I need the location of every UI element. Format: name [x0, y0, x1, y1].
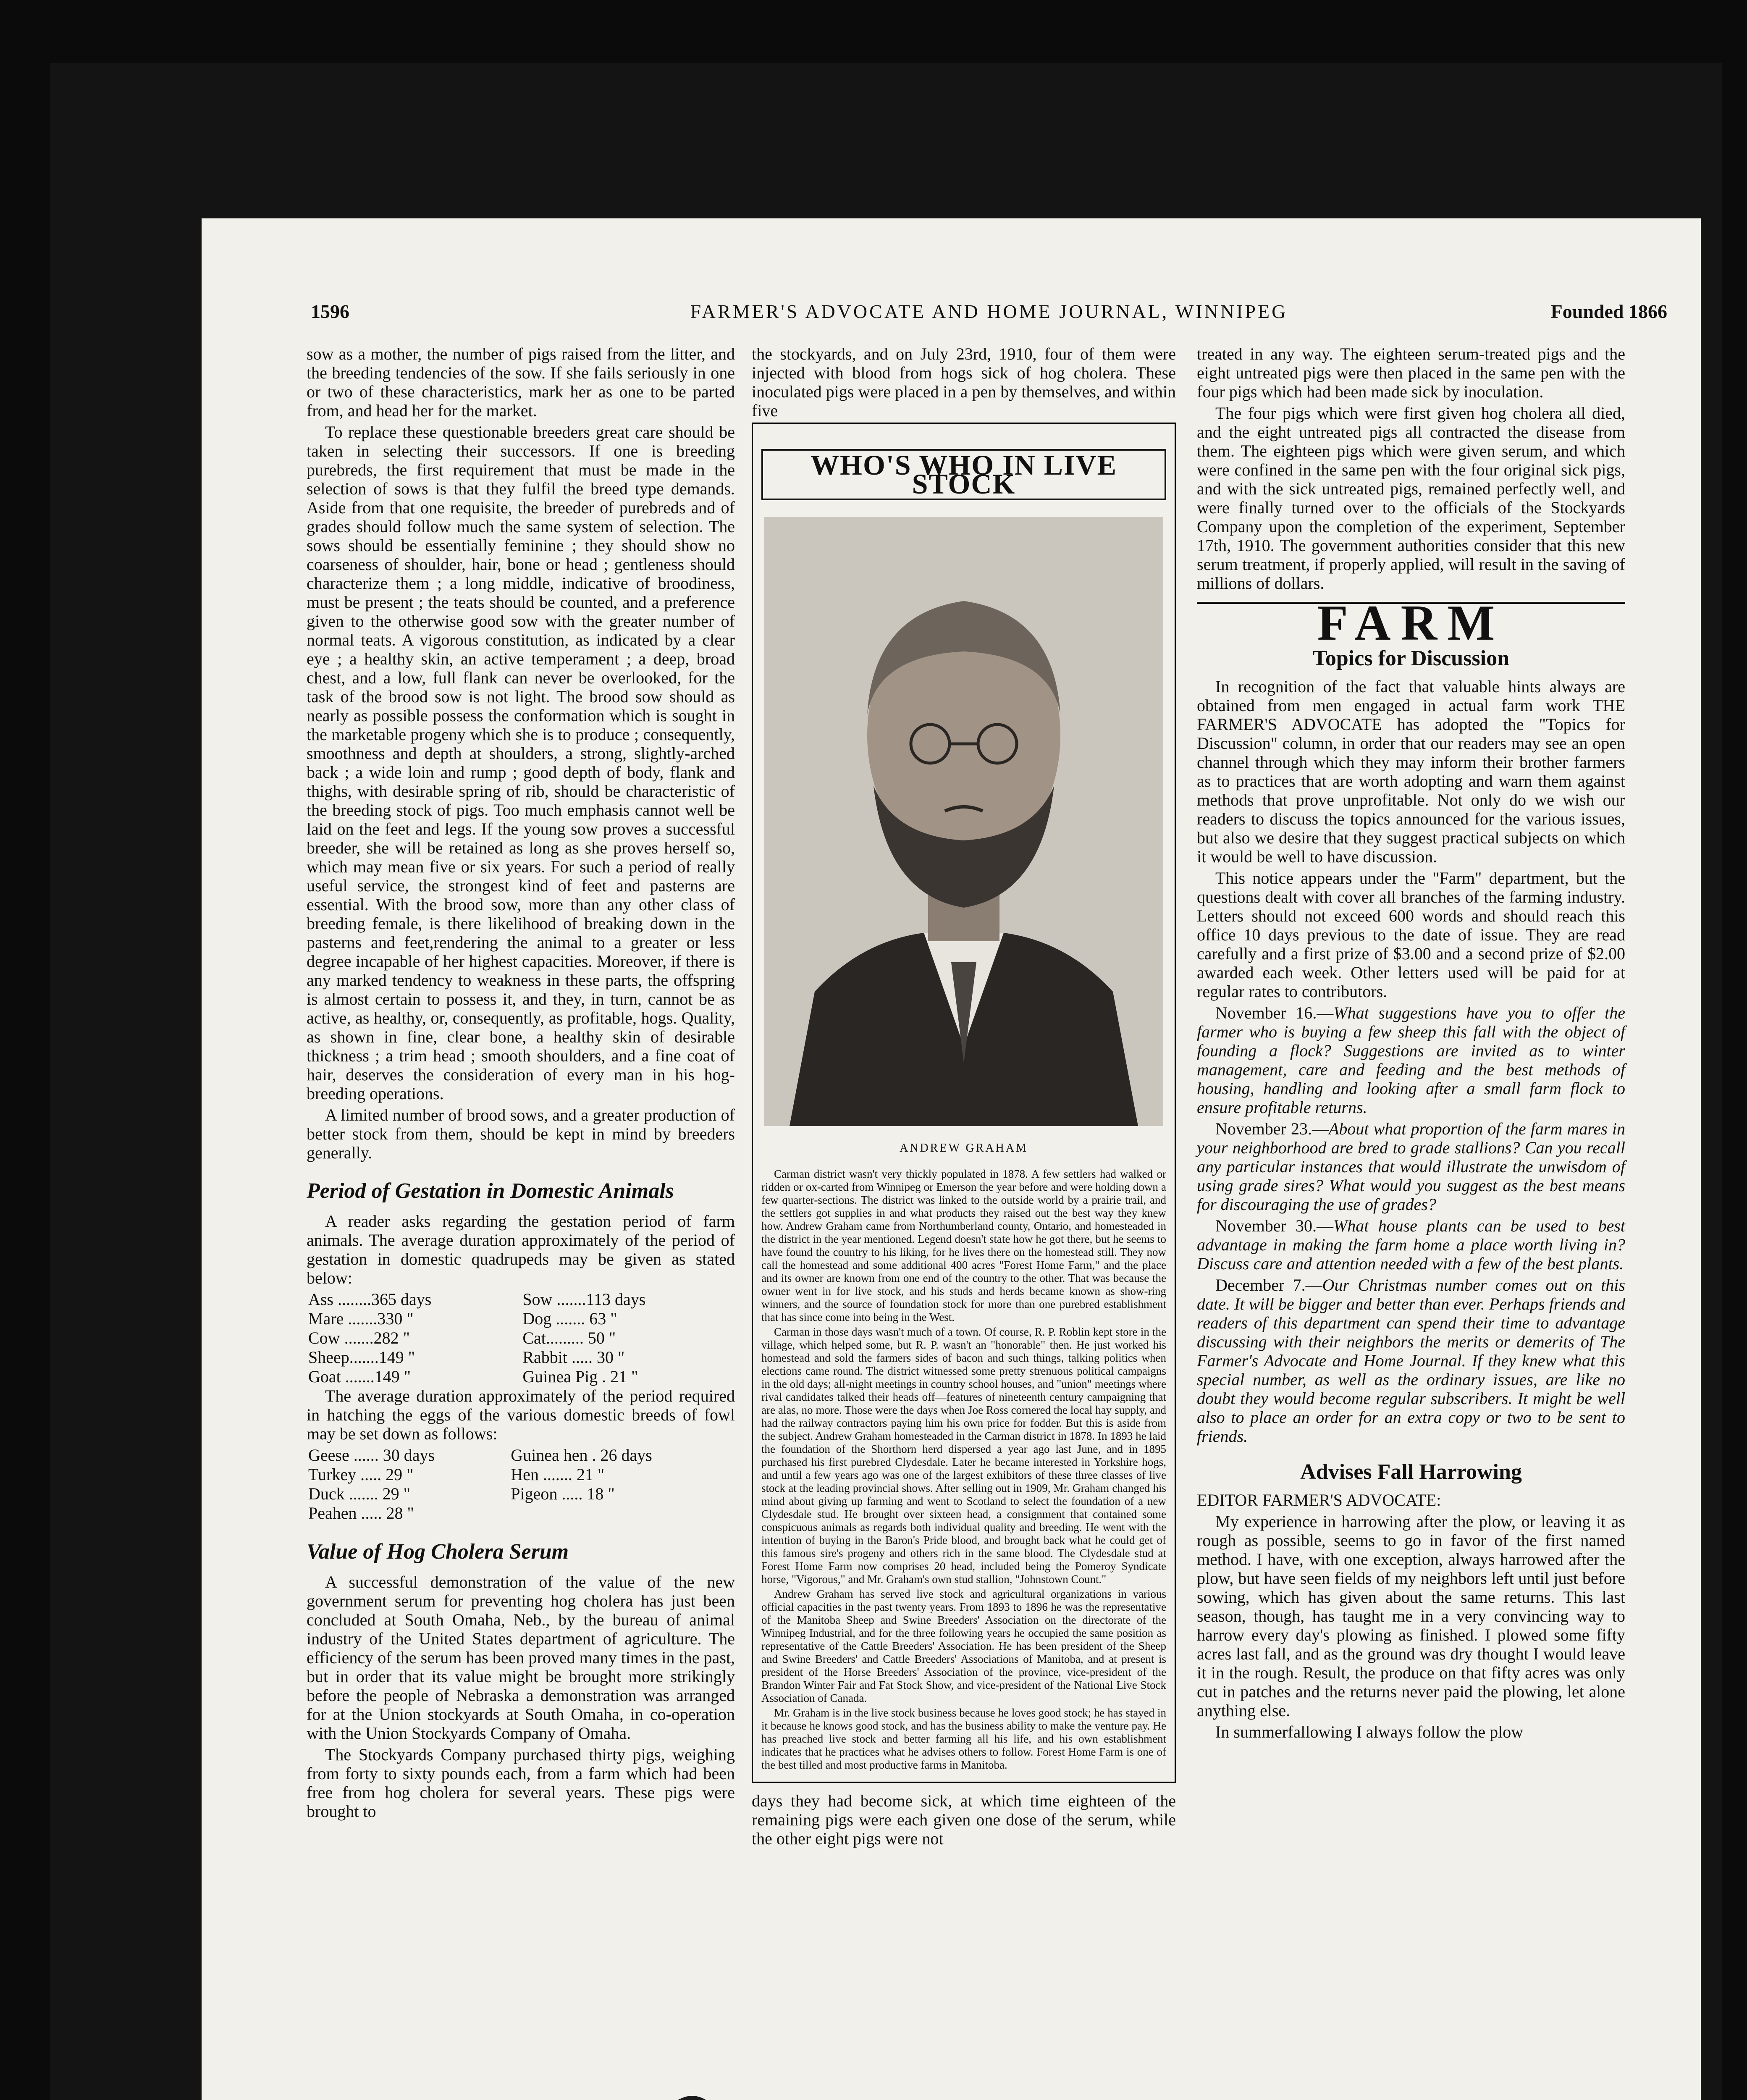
paragraph: Andrew Graham has served live stock and agricultural organizations in various official capacities in the past twenty years. From 1893 to 1896 he was the representative of the Manitoba Sheep and Swine Breeders' Association on the directorate of the Winnipeg Industrial, and for the three following years he occupied the same position as representative of the Cattle Breeders' Association. He has been president of the Sheep and Swine Breeders' and Cattle Breeders' Associations of Manitoba, and at present is president of the Horse Breeders' Association of the province, vice-president of the Brandon Winter Fair and Fat Stock Show, and vice-president of the National Live Stock Association of Canada.: [761, 1588, 1166, 1704]
paragraph: The Stockyards Company purchased thirty pigs, weighing from forty to sixty pounds each, from a farm which had been free from hog cholera for several years. These pigs were brought to: [307, 1745, 735, 1821]
table-cell: Dog ....... 63 ": [522, 1309, 617, 1328]
masthead-title: FARMER'S ADVOCATE AND HOME JOURNAL, WINNIPEG: [690, 301, 1288, 322]
page-number: 1596: [311, 301, 349, 322]
topic-text: What suggestions have you to offer the farmer who is buying a few sheep this fall with the object of founding a flock? Suggestions are invited as to winter management, care and feeding and the best methods of housing, handling and looking after a small farm flock to ensure profitable returns.: [1197, 1003, 1625, 1117]
column-3: [1197, 344, 1625, 1744]
gestation-table: [307, 1290, 735, 1386]
topic-text: What house plants can be used to best advantage in making the farm home a place worth living in? Discuss care and attention needed with a few of the best plants.: [1197, 1216, 1625, 1273]
topic-nov-16: [1197, 1003, 1625, 1117]
paragraph: Carman in those days wasn't much of a town. Of course, R. P. Roblin kept store in the village, which helped some, but R. P. wasn't an "honorable" then. He just worked his homestead and sold the farmers sides of bacon and such things, talking politics when elections came round. The district witnessed some pretty strenuous political campaigns in the old days; all-night meetings in country school houses, and "union" meetings where rival candidates talked their heads off—features of nineteenth century campaigning that are alas, no more. Those were the days when Joe Ross cornered the local hay supply, and had the railway contractors paying him his own price for fodder. But this is aside from the subject. Andrew Graham homesteaded in the Carman district in 1878. In 1893 he laid the foundation of the Shorthorn herd dispersed a year ago last June, and in 1895 purchased his first purebred Clydesdale. Later he became interested in Yorkshire hogs, and until a few years ago was one of the largest exhibitors of these three classes of live stock at the leading provincial shows. After selling out in 1909, Mr. Graham changed his mind about giving up farming and went to Scotland to select the foundation of a new Clydesdale stud. He brought over sixteen head, a consignment that contained some conspicuous animals as regards both individual quality and breeding. He went with the intention of buying in the Baron's Pride blood, and brought back what he could get of this famous sire's progeny and others rich in the same blood. The Clydesdale stud at Forest Home Farm now comprises 20 head, included being the Pomeroy Syndicate horse, "Vigorous," and Mr. Graham's own stud stallion, "Johnstown Count.": [761, 1326, 1166, 1586]
paragraph: A successful demonstration of the value of the new government serum for preventing hog cholera has just been concluded at South Omaha, Neb., by the bureau of animal industry of the United States department of agriculture. The efficiency of the serum has been proved many times in the past, but in order that its value might be brought more strikingly before the people of Nebraska a demonstration was arranged for at the Union stockyards at South Omaha, in co-operation with the Union Stockyards Company of Omaha.: [307, 1572, 735, 1743]
table-cell: Guinea hen . 26 days: [511, 1446, 652, 1465]
biography-text: [761, 1168, 1166, 1772]
topic-date: November 16.—: [1215, 1003, 1334, 1022]
table-cell: Peahen ..... 28 ": [308, 1504, 414, 1522]
paragraph: The four pigs which were first given hog cholera all died, and the eight untreated pigs all contracted the disease from them. The eighteen pigs which were given serum, and which were confined in the same pen with the four original sick pigs, and with the sick untreated pigs, remained perfectly well, and were finally turned over to the officials of the Stockyards Company upon the completion of the experiment, September 17th, 1910. The government authorities consider that this new serum treatment, if properly applied, will result in the saving of millions of dollars.: [1197, 404, 1625, 593]
newspaper-page: [202, 218, 1701, 2100]
table-cell: Cow .......282 ": [308, 1328, 410, 1347]
topic-text: Our Christmas number comes out on this date. It will be bigger and better than ever. Perhaps friends and readers of this department can spend their time to advantage discussing with their neighbors the merits or demerits of The Farmer's Advocate and Home Journal. If they knew what this special number, as well as the ordinary issues, are like no doubt they would become regular subscribers. It might be well also to place an order for an extra copy or two to be sent to friends.: [1197, 1276, 1625, 1446]
portrait-caption: ANDREW GRAHAM: [900, 1142, 1028, 1155]
incubation-table: [307, 1446, 735, 1523]
topic-date: November 23.—: [1215, 1119, 1329, 1138]
column-1: [307, 344, 735, 1823]
column-2: [752, 344, 1176, 1851]
table-cell: Rabbit ..... 30 ": [522, 1348, 625, 1367]
topic-nov-30: [1197, 1216, 1625, 1273]
paragraph: days they had become sick, at which time eighteen of the remaining pigs were each given one dose of the serum, while the other eight pigs were not: [752, 1791, 1176, 1848]
table-cell: Sheep.......149 ": [308, 1348, 415, 1367]
table-cell: Geese ...... 30 days: [308, 1446, 435, 1465]
paragraph: In summerfallowing I always follow the plow: [1215, 1722, 1524, 1741]
topic-text: About what proportion of the farm mares in your neighborhood are bred to grade stallions? Can you recall any particular instances that would illustrate the unwisdom of using grade sires? What would you suggest as the best means for discouraging the use of grades?: [1197, 1119, 1625, 1214]
table-cell: Cat......... 50 ": [522, 1328, 616, 1347]
table-row: [307, 1504, 735, 1523]
paragraph: treated in any way. The eighteen serum-treated pigs and the eight untreated pigs were then placed in the same pen with the four pigs which had been made sick by inoculation.: [1197, 344, 1625, 401]
table-cell: [509, 1504, 735, 1523]
table-cell: Goat .......149 ": [308, 1367, 411, 1386]
paragraph: To replace these questionable breeders great care should be taken in selecting their successors. If one is breeding purebreds, the first requirement that must be made in the selection of sows is that they fulfil the breed type demands. Aside from that one requisite, the breeder of purebreds and of grades should follow much the same system of selection. The sows should be essentially feminine ; they should show no coarseness of shoulder, hair, bone or head ; gentleness should characterize them ; a long middle, indicative of broodiness, must be present ; the teats should be counted, and a preference given to the otherwise good sow with the greater number of normal teats. A vigorous constitution, as indicated by a clear eye ; a healthy skin, an active temperament ; a deep, broad chest, and a low, full flank can never be overlooked, for the task of the brood sow is not light. The brood sow should as nearly as possible possess the conformation which is sought in the marketable progeny which she is to produce ; consequently, smoothness and depth at shoulders, a strong, slightly-arched back ; a wide loin and rump ; good depth of body, flank and thighs, with desirable spring of rib, should be characteristic of the breeding stock of pigs. Too much emphasis cannot well be laid on the feet and legs. If the young sow proves a successful breeder, she will be retained as long as she proves herself so, which may mean five or six years. For such a period of really useful service, the strongest kind of feet and pasterns are essential. With the brood sow, more than any other class of breeding female, is there likelihood of breaking down in the pasterns and feet,rendering the animal to a greater or less degree incapable of her highest capacities. Moreover, if there is any marked tendency to weakness in these parts, the offspring is almost certain to possess it, and they, in turn, cannot be as active, as healthy, or, consequently, as profitable, hogs. Quality, as shown in fine, clear bone, a healthy skin of desirable thickness ; a trim head ; smooth shoulders, and a fine coat of hair, deserves the consideration of every man in his hog-breeding operations.: [307, 423, 735, 1103]
table-cell: Turkey ..... 29 ": [308, 1465, 414, 1484]
paragraph: Carman district wasn't very thickly populated in 1878. A few settlers had walked or ridden or ox-carted from Winnipeg or Emerson the year before and were holding down a few quarter-sections. The district was linked to the outside world by a prairie trail, and the settlers got supplies in and what products they raised out the best way they knew how. Andrew Graham came from Northumberland county, Ontario, and homesteaded in the district in the year mentioned. Legend doesn't state how he got there, but he seems to have found the country to his liking, for he lives there on the homestead still. They now call the homestead and some additional 400 acres "Forest Home Farm," and the place and its owner are known from one end of the country to the other. That was because the owner went in for live stock, and his studs and herds became known as show-ring winners, and the source of foundation stock for more than one purebred establishment that has since come into being in the West.: [761, 1168, 1166, 1323]
topic-nov-23: [1197, 1119, 1625, 1214]
portrait-photo: [764, 517, 1163, 1126]
table-cell: Hen ....... 21 ": [511, 1465, 605, 1484]
topic-date: December 7.—: [1215, 1276, 1322, 1294]
editor-salutation: EDITOR FARMER'S ADVOCATE:: [1197, 1491, 1441, 1509]
hog-cholera-heading: Value of Hog Cholera Serum: [307, 1540, 569, 1564]
paragraph: The average duration approximately of the period required in hatching the eggs of the various domestic breeds of fowl may be set down as follows:: [307, 1386, 735, 1443]
paragraph: A limited number of brood sows, and a greater production of better stock from them, should be kept in mind by breeders generally.: [307, 1105, 735, 1162]
table-cell: Sow .......113 days: [522, 1290, 646, 1309]
gestation-heading: Period of Gestation in Domestic Animals: [307, 1179, 674, 1203]
paragraph: In recognition of the fact that valuable hints always are obtained from men engaged in actual farm work THE FARMER'S ADVOCATE has adopted the "Topics for Discussion" column, in order that our readers may see an open channel through which they may inform their brother farmers as to practices that are worth adopting and warn them against methods that prove unprofitable. Not only do we wish our readers to discuss the topics announced for the various issues, but also we desire that they suggest practical subjects on which it would be well to have discussion.: [1197, 677, 1625, 866]
whos-who-title: WHO'S WHO IN LIVE STOCK: [761, 449, 1166, 500]
table-row: [307, 1367, 735, 1386]
founded-note: Founded 1866: [1550, 301, 1667, 322]
farm-section-heading: FARM: [1317, 595, 1505, 651]
table-cell: Ass ........365 days: [308, 1290, 432, 1309]
paragraph: A reader asks regarding the gestation period of farm animals. The average duration approximately of the period of gestation in domestic quadrupeds may be given as stated below:: [307, 1212, 735, 1287]
table-cell: Duck ....... 29 ": [308, 1484, 410, 1503]
table-row: [307, 1465, 735, 1484]
paragraph: My experience in harrowing after the plow, or leaving it as rough as possible, seems to go in favor of the first named method. I have, with one exception, always harrowed after the plow, but have seen fields of my neighbors left until just before sowing, which has given about the same returns. This last season, though, has taught me in a very convincing way to harrow every day's plowing as finished. I plowed some fifty acres last fall, and as the ground was dry thought I would leave it in the rough. Result, the produce on that fifty acres was only cut in patches and the returns never paid the plowing, let alone anything else.: [1197, 1512, 1625, 1720]
table-row: [307, 1290, 735, 1309]
portrait-illustration: [764, 517, 1163, 1126]
topic-date: November 30.—: [1215, 1216, 1333, 1235]
table-row: [307, 1446, 735, 1465]
table-cell: Pigeon ..... 18 ": [511, 1484, 615, 1503]
whos-who-box: [752, 423, 1176, 1783]
table-row: [307, 1484, 735, 1504]
table-cell: Mare .......330 ": [308, 1309, 414, 1328]
harrowing-heading: Advises Fall Harrowing: [1300, 1460, 1522, 1484]
paragraph: Mr. Graham is in the live stock business because he loves good stock; he has stayed in it because he knows good stock, and has the business ability to make the venture pay. He has preached live stock and better farming all his life, and his own establishment indicates that he practices what he advises others to follow. Forest Home Farm is one of the best tilled and most productive farms in Manitoba.: [761, 1706, 1166, 1771]
paragraph: sow as a mother, the number of pigs raised from the litter, and the breeding tendencies of the sow. If she fails seriously in one or two of these characteristics, mark her as one to be parted from, and head her for the market.: [307, 344, 735, 420]
topics-heading: Topics for Discussion: [1312, 646, 1510, 670]
topic-dec-7: [1197, 1276, 1625, 1446]
paragraph: This notice appears under the "Farm" department, but the questions dealt with cover all branches of the farming industry. Letters should not exceed 600 words and should reach this office 10 days previous to the date of issue. They are read carefully and a first prize of $3.00 and a second prize of $2.00 awarded each week. Other letters used will be paid for at regular rates to contributors.: [1197, 869, 1625, 1001]
table-cell: Guinea Pig . 21 ": [522, 1367, 638, 1386]
table-row: [307, 1328, 735, 1348]
table-row: [307, 1348, 735, 1367]
paragraph: the stockyards, and on July 23rd, 1910, four of them were injected with blood from hogs sick of hog cholera. These inoculated pigs were placed in a pen by themselves, and within five: [752, 344, 1176, 420]
table-row: [307, 1309, 735, 1328]
page-header: [311, 300, 1667, 326]
